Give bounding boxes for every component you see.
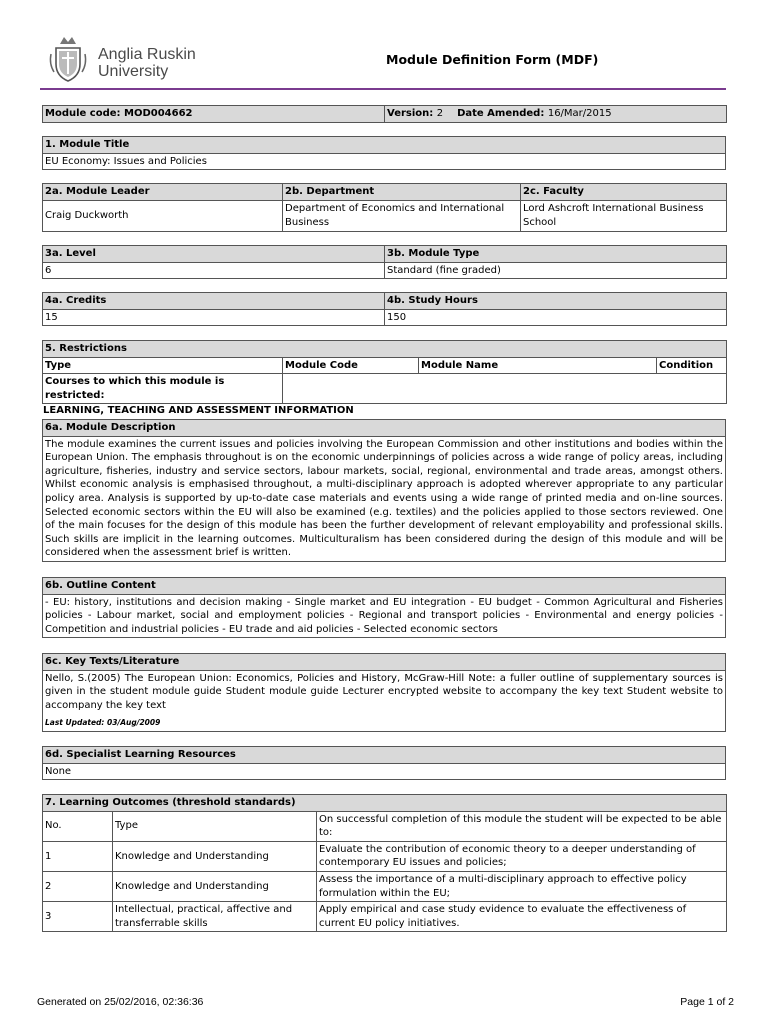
key-texts-table [42, 653, 726, 732]
study-hours-value: 150 [385, 309, 727, 326]
module-type-label: 3b. Module Type [385, 246, 727, 263]
last-updated: Last Updated: 03/Aug/2009 [45, 718, 161, 728]
lta-heading: LEARNING, TEACHING AND ASSESSMENT INFORMATION [43, 405, 354, 416]
header-divider [40, 88, 726, 90]
department-label: 2b. Department [283, 184, 521, 201]
restrictions-col-code: Module Code [283, 357, 419, 374]
outcome-desc: Apply empirical and case study evidence to evaluate the effectiveness of current EU policy initiatives. [317, 902, 727, 932]
outline-label: 6b. Outline Content [43, 578, 726, 595]
module-title-label: 1. Module Title [43, 137, 726, 154]
restrictions-col-type: Type [43, 357, 283, 374]
date-amended-value: 16/Mar/2015 [547, 108, 612, 119]
module-leader-label: 2a. Module Leader [43, 184, 283, 201]
restrictions-row-value [283, 374, 727, 404]
outline-text: - EU: history, institutions and decision making - Single market and EU integration - EU budget - Common Agricultural and Fisheries policies - Labour market, social and employment policies - Regional and transport policies - Environmental and energy policies - Competition and industrial policies - EU trade and aid policies - Selected economic sectors [43, 594, 726, 638]
resources-value: None [43, 763, 726, 780]
credits-table [42, 292, 727, 326]
outcome-desc: Evaluate the contribution of economic theory to a deeper understanding of contemporary EU issues and policies; [317, 841, 727, 871]
level-table [42, 245, 727, 279]
resources-label: 6d. Specialist Learning Resources [43, 747, 726, 764]
key-texts-text: Nello, S.(2005) The European Union: Economics, Policies and History, McGraw-Hill Note: a fuller outline of supplementary sources is given in the student module guide Student module guide Lecturer encrypted website to accompany the key text Student website to accompany the key text [45, 672, 723, 711]
form-title: Module Definition Form (MDF) [386, 52, 599, 67]
key-texts-label: 6c. Key Texts/Literature [43, 654, 726, 671]
date-amended-label: Date Amended: [457, 108, 545, 119]
resources-table [42, 746, 726, 780]
description-table [42, 419, 726, 562]
table-row [43, 902, 727, 932]
key-texts-cell [43, 670, 726, 732]
restrictions-label: 5. Restrictions [43, 341, 727, 358]
faculty-label: 2c. Faculty [521, 184, 727, 201]
outcomes-col-desc: On successful completion of this module the student will be expected to be able to: [317, 811, 727, 841]
outcome-desc: Assess the importance of a multi-disciplinary approach to effective policy formulation within the EU; [317, 871, 727, 901]
university-name [98, 46, 196, 80]
table-row [43, 841, 727, 871]
outcome-no: 2 [43, 871, 113, 901]
module-leader-value: Craig Duckworth [43, 200, 283, 231]
study-hours-label: 4b. Study Hours [385, 293, 727, 310]
table-row [43, 871, 727, 901]
university-crest-icon [48, 34, 88, 84]
department-value: Department of Economics and International Business [283, 200, 521, 231]
description-text: The module examines the current issues and policies involving the European Commission and other institutions and bodies within the European Union. The emphasis throughout is on the economic underpinnings of policies across a wide range of policy areas, including agriculture, fisheries, industry and service sectors, labour markets, social, regional, environmental and trade areas, amongst others. Whilst economic analysis is emphasised throughout, a multi-disciplinary approach is adopted wherever appropriate to any particular policy area. Analysis is supported by up-to-date case materials and events using a wide range of printed media and on-line sources. Selected economic sectors within the EU will also be examined (e.g. textiles) and the policies applied to those sectors reviewed. One of the main focuses for the design of this module has been the further development of relevant employability and professional skills. Such skills are implicit in the learning outcomes. Multiculturalism has been considered during the design of this module and will be considered when the assessment brief is written. [43, 436, 726, 561]
module-code: Module code: MOD004662 [43, 106, 385, 123]
level-value: 6 [43, 262, 385, 279]
credits-label: 4a. Credits [43, 293, 385, 310]
outcome-type: Knowledge and Understanding [113, 841, 317, 871]
page-number: Page 1 of 2 [680, 996, 734, 1008]
level-label: 3a. Level [43, 246, 385, 263]
version-date-cell [385, 106, 727, 123]
university-name-line1: Anglia Ruskin [98, 46, 196, 63]
outline-table [42, 577, 726, 638]
description-label: 6a. Module Description [43, 420, 726, 437]
faculty-value: Lord Ashcroft International Business School [521, 200, 727, 231]
version-value: 2 [436, 108, 444, 119]
outcomes-col-type: Type [113, 811, 317, 841]
generated-timestamp: Generated on 25/02/2016, 02:36:36 [37, 996, 204, 1008]
outcomes-col-no: No. [43, 811, 113, 841]
university-name-line2: University [98, 63, 169, 80]
restrictions-table [42, 340, 727, 404]
restrictions-col-condition: Condition [657, 357, 727, 374]
module-type-value: Standard (fine graded) [385, 262, 727, 279]
credits-value: 15 [43, 309, 385, 326]
leader-table [42, 183, 727, 232]
outcome-type: Intellectual, practical, affective and transferrable skills [113, 902, 317, 932]
restrictions-row-label: Courses to which this module is restricted: [43, 374, 283, 404]
outcomes-table [42, 794, 727, 932]
outcome-type: Knowledge and Understanding [113, 871, 317, 901]
restrictions-col-name: Module Name [419, 357, 657, 374]
outcome-no: 3 [43, 902, 113, 932]
outcome-no: 1 [43, 841, 113, 871]
version-label: Version: [387, 108, 434, 119]
module-title-value: EU Economy: Issues and Policies [43, 153, 726, 170]
summary-table [42, 105, 727, 123]
module-title-table [42, 136, 726, 170]
outcomes-label: 7. Learning Outcomes (threshold standards) [43, 795, 727, 812]
